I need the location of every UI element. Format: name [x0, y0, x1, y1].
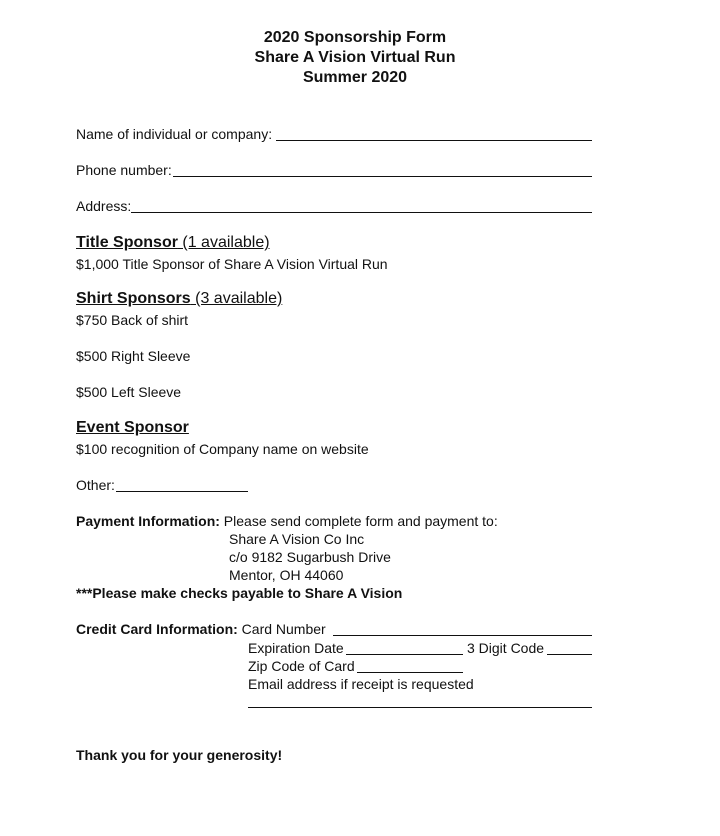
credit-card-line — [76, 620, 326, 638]
shirt-sponsor-item: $750 Back of shirt — [76, 312, 189, 328]
event-name: Share A Vision Virtual Run — [254, 49, 456, 66]
email-receipt-label: Email address if receipt is requested — [248, 676, 474, 692]
shirt-sponsor-item: $500 Right Sleeve — [76, 348, 191, 364]
phone-field-line[interactable] — [173, 176, 592, 177]
shirt-sponsors-availability: (3 available) — [190, 290, 283, 307]
checks-payable-note: ***Please make checks payable to Share A Vision — [76, 585, 403, 601]
mailing-address-line: Share A Vision Co Inc — [229, 531, 365, 547]
name-field-line[interactable] — [276, 140, 592, 141]
mailing-address-line: Mentor, OH 44060 — [229, 567, 344, 583]
card-number-line[interactable] — [333, 635, 592, 636]
shirt-sponsors-heading — [76, 289, 282, 309]
email-line[interactable] — [248, 707, 592, 708]
payment-info-line — [76, 512, 498, 530]
event-sponsor-heading-text: Event Sponsor — [76, 419, 189, 436]
credit-card-label: Credit Card Information: — [76, 621, 238, 637]
card-number-label: Card Number — [241, 621, 326, 637]
shirt-sponsor-item: $500 Left Sleeve — [76, 384, 182, 400]
title-sponsor-item: $1,000 Title Sponsor of Share A Vision Virtual Run — [76, 256, 388, 272]
zip-code-line[interactable] — [357, 672, 463, 673]
address-field-line[interactable] — [131, 212, 592, 213]
name-field-label: Name of individual or company: — [76, 126, 273, 142]
title-sponsor-heading-text: Title Sponsor — [76, 234, 178, 251]
form-title: 2020 Sponsorship Form — [263, 29, 447, 46]
other-field-label: Other: — [76, 477, 115, 493]
other-field-line[interactable] — [116, 491, 248, 492]
expiration-date-line[interactable] — [346, 654, 463, 655]
event-season: Summer 2020 — [302, 69, 408, 86]
event-sponsor-heading — [76, 418, 189, 438]
zip-code-label: Zip Code of Card — [248, 658, 355, 674]
thank-you-note: Thank you for your generosity! — [76, 747, 283, 763]
address-field-label: Address: — [76, 198, 132, 214]
code-label: 3 Digit Code — [467, 640, 545, 656]
expiration-date-label: Expiration Date — [248, 640, 344, 656]
phone-field-label: Phone number: — [76, 162, 172, 178]
shirt-sponsors-heading-text: Shirt Sponsors — [76, 290, 191, 307]
title-sponsor-heading — [76, 233, 270, 253]
mailing-address-line: c/o 9182 Sugarbush Drive — [229, 549, 391, 565]
event-sponsor-item: $100 recognition of Company name on website — [76, 441, 369, 457]
title-sponsor-availability: (1 available) — [177, 234, 270, 251]
payment-instruction: Please send complete form and payment to: — [223, 513, 498, 529]
code-line[interactable] — [547, 654, 592, 655]
payment-info-label: Payment Information: — [76, 513, 220, 529]
